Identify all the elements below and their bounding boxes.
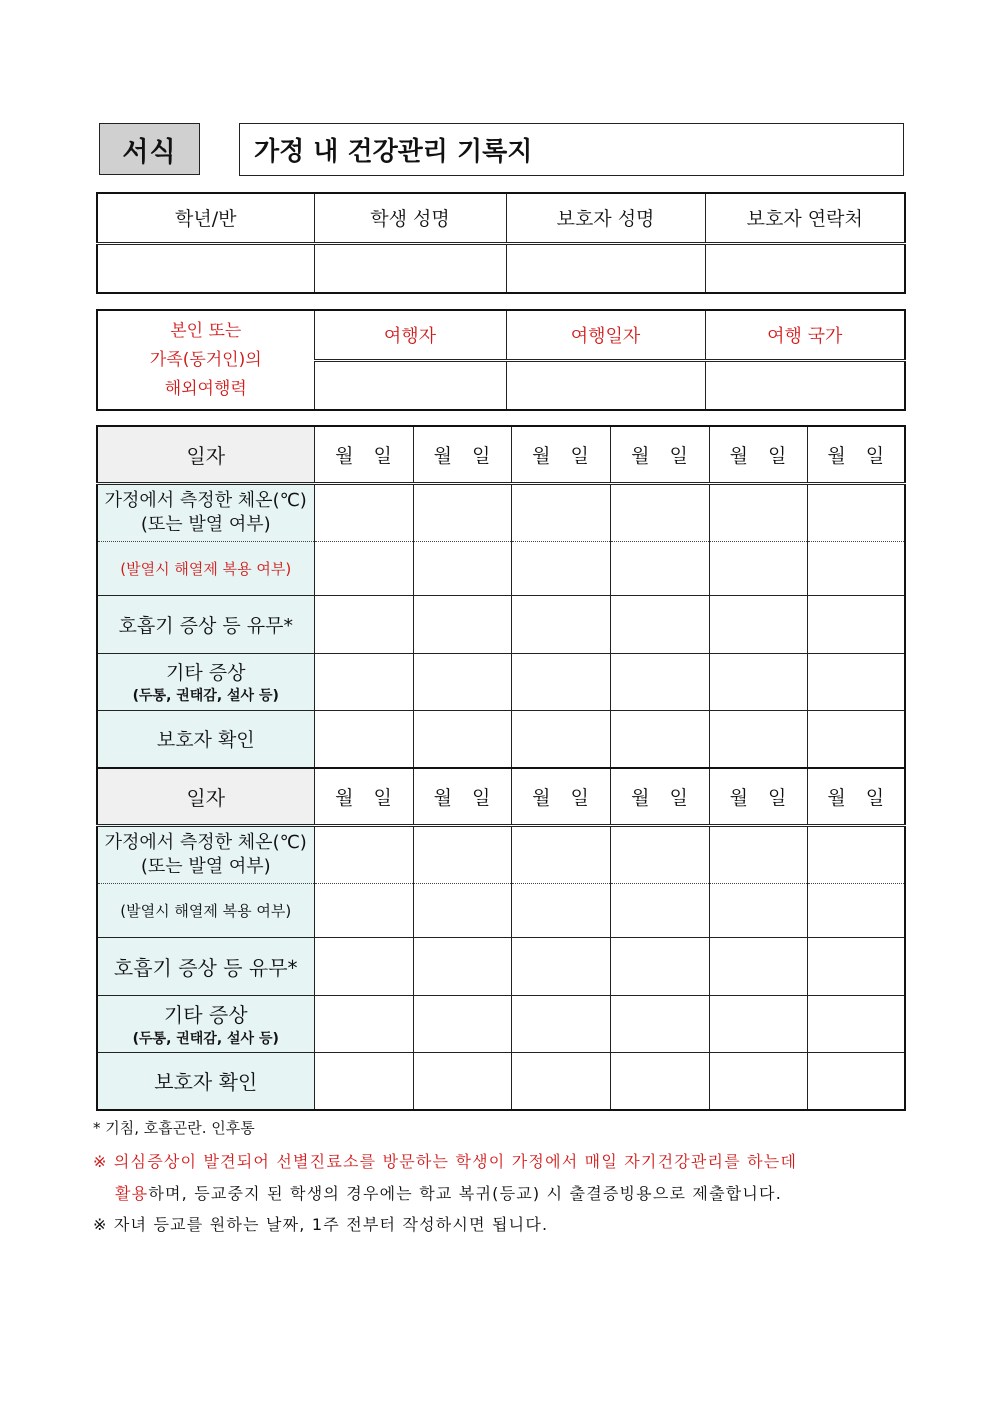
footnote-timing: ※ 자녀 등교를 원하는 날짜, 1주 전부터 작성하시면 됩니다. [93, 1215, 549, 1234]
temperature-label [97, 825, 314, 883]
other-symptoms-line: 기타 증상 [163, 1003, 248, 1027]
temperature-cell[interactable] [709, 825, 807, 883]
travel-history-table [96, 309, 906, 411]
other-symptoms-cell[interactable] [314, 995, 413, 1052]
temperature-cell[interactable] [807, 825, 905, 883]
other-symptoms-cell[interactable] [807, 653, 905, 710]
other-symptoms-sub: (두통, 권태감, 설사 등) [132, 688, 279, 704]
respiratory-cell[interactable] [511, 595, 610, 653]
respiratory-cell[interactable] [314, 937, 413, 995]
guardian-check-cell[interactable] [709, 1052, 807, 1110]
date-cell[interactable] [314, 426, 413, 483]
temperature-label-line: 가정에서 측정한 체온(℃) [104, 831, 307, 853]
guardian-check-cell[interactable] [511, 1052, 610, 1110]
header-grade-class: 학년/반 [97, 193, 314, 243]
other-symptoms-cell[interactable] [413, 653, 511, 710]
footnote-usage-cont [115, 1181, 782, 1204]
header-travel-date: 여행일자 [506, 310, 705, 360]
medication-cell[interactable] [610, 883, 709, 937]
medication-cell[interactable] [413, 883, 511, 937]
other-symptoms-cell[interactable] [511, 653, 610, 710]
medication-cell[interactable] [709, 883, 807, 937]
other-symptoms-cell[interactable] [807, 995, 905, 1052]
footnote-symptoms: * 기침, 호흡곤란. 인후통 [93, 1119, 255, 1137]
respiratory-cell[interactable] [511, 937, 610, 995]
footnote-usage-rest: 하며, 등교중지 된 학생의 경우에는 학교 복귀(등교) 시 출결증빙용으로 제출합니다. [148, 1184, 782, 1203]
date-cell[interactable] [610, 426, 709, 483]
temperature-cell[interactable] [413, 825, 511, 883]
day-label: 일 [472, 444, 491, 467]
other-symptoms-cell[interactable] [709, 995, 807, 1052]
temperature-label-line: (또는 발열 여부) [140, 855, 271, 877]
guardian-check-cell[interactable] [807, 1052, 905, 1110]
guardian-name-field[interactable] [506, 243, 705, 293]
student-name-field[interactable] [314, 243, 506, 293]
header-guardian-contact: 보호자 연락처 [705, 193, 905, 243]
guardian-contact-field[interactable] [705, 243, 905, 293]
medication-cell[interactable] [807, 541, 905, 595]
temperature-cell[interactable] [413, 483, 511, 541]
medication-cell[interactable] [807, 883, 905, 937]
guardian-check-cell[interactable] [413, 1052, 511, 1110]
date-cell[interactable] [709, 768, 807, 825]
page-title: 가정 내 건강관리 기록지 [239, 123, 904, 176]
travel-country-field[interactable] [705, 360, 905, 410]
month-label: 월 [729, 786, 748, 809]
other-symptoms-cell[interactable] [511, 995, 610, 1052]
header-guardian-name: 보호자 성명 [506, 193, 705, 243]
month-label: 월 [335, 444, 354, 467]
footnote-usage-highlight: 활용 [115, 1184, 149, 1203]
other-symptoms-label [97, 995, 314, 1052]
medication-cell[interactable] [511, 883, 610, 937]
date-cell[interactable] [807, 768, 905, 825]
guardian-check-cell[interactable] [511, 710, 610, 768]
medication-label: (발열시 해열제 복용 여부) [97, 883, 314, 937]
guardian-check-cell[interactable] [314, 710, 413, 768]
month-label: 월 [433, 444, 452, 467]
date-cell[interactable] [610, 768, 709, 825]
temperature-cell[interactable] [314, 483, 413, 541]
respiratory-cell[interactable] [610, 595, 709, 653]
day-label: 일 [570, 786, 589, 809]
medication-cell[interactable] [314, 883, 413, 937]
health-log-table [96, 425, 906, 1111]
temperature-label-line: 가정에서 측정한 체온(℃) [104, 489, 307, 511]
respiratory-cell[interactable] [709, 595, 807, 653]
day-label: 일 [570, 444, 589, 467]
medication-cell[interactable] [314, 541, 413, 595]
date-cell[interactable] [807, 426, 905, 483]
guardian-check-label: 보호자 확인 [97, 1052, 314, 1110]
other-symptoms-sub: (두통, 권태감, 설사 등) [132, 1031, 279, 1047]
respiratory-cell[interactable] [610, 937, 709, 995]
temperature-cell[interactable] [610, 483, 709, 541]
day-label: 일 [865, 444, 885, 467]
respiratory-cell[interactable] [413, 595, 511, 653]
day-label: 일 [373, 786, 392, 809]
temperature-cell[interactable] [709, 483, 807, 541]
travel-date-field[interactable] [506, 360, 705, 410]
other-symptoms-cell[interactable] [314, 653, 413, 710]
date-cell[interactable] [511, 768, 610, 825]
guardian-check-label: 보호자 확인 [97, 710, 314, 768]
temperature-label-line: (또는 발열 여부) [140, 513, 271, 535]
day-label: 일 [865, 786, 885, 809]
date-label: 일자 [97, 426, 314, 483]
temperature-cell[interactable] [807, 483, 905, 541]
footnote-usage: ※ 의심증상이 발견되어 선별진료소를 방문하는 학생이 가정에서 매일 자기건강관리를 하는데 [93, 1152, 798, 1171]
travel-label-line: 해외여행력 [164, 378, 247, 399]
other-symptoms-cell[interactable] [610, 653, 709, 710]
date-cell[interactable] [314, 768, 413, 825]
month-label: 월 [532, 444, 551, 467]
respiratory-cell[interactable] [807, 595, 905, 653]
grade-class-field[interactable] [97, 243, 314, 293]
student-info-table [96, 192, 906, 294]
guardian-check-cell[interactable] [807, 710, 905, 768]
guardian-check-cell[interactable] [314, 1052, 413, 1110]
travel-label-line: 본인 또는 [170, 320, 242, 341]
date-cell[interactable] [413, 768, 511, 825]
traveler-field[interactable] [314, 360, 506, 410]
date-label: 일자 [97, 768, 314, 825]
guardian-check-cell[interactable] [610, 710, 709, 768]
month-label: 월 [827, 786, 846, 809]
medication-cell[interactable] [709, 541, 807, 595]
medication-cell[interactable] [413, 541, 511, 595]
guardian-check-cell[interactable] [610, 1052, 709, 1110]
medication-label: (발열시 해열제 복용 여부) [97, 541, 314, 595]
temperature-cell[interactable] [511, 483, 610, 541]
day-label: 일 [669, 444, 688, 467]
medication-cell[interactable] [610, 541, 709, 595]
date-cell[interactable] [413, 426, 511, 483]
temperature-cell[interactable] [511, 825, 610, 883]
month-label: 월 [631, 786, 650, 809]
day-label: 일 [669, 786, 688, 809]
temperature-cell[interactable] [610, 825, 709, 883]
other-symptoms-cell[interactable] [709, 653, 807, 710]
month-label: 월 [631, 444, 650, 467]
day-label: 일 [472, 786, 491, 809]
day-label: 일 [768, 786, 787, 809]
respiratory-symptoms-label: 호흡기 증상 등 유무* [97, 595, 314, 653]
respiratory-cell[interactable] [413, 937, 511, 995]
header-travel-country: 여행 국가 [705, 310, 905, 360]
temperature-label [97, 483, 314, 541]
month-label: 월 [532, 786, 551, 809]
temperature-cell[interactable] [314, 825, 413, 883]
guardian-check-cell[interactable] [413, 710, 511, 768]
other-symptoms-label [97, 653, 314, 710]
travel-label-line: 가족(동거인)의 [149, 349, 262, 370]
month-label: 월 [433, 786, 452, 809]
date-cell[interactable] [709, 426, 807, 483]
month-label: 월 [827, 444, 846, 467]
other-symptoms-line: 기타 증상 [166, 662, 246, 684]
header-student-name: 학생 성명 [314, 193, 506, 243]
day-label: 일 [373, 444, 392, 467]
respiratory-symptoms-label: 호흡기 증상 등 유무* [97, 937, 314, 995]
month-label: 월 [335, 786, 354, 809]
guardian-check-cell[interactable] [709, 710, 807, 768]
other-symptoms-cell[interactable] [610, 995, 709, 1052]
month-label: 월 [729, 444, 748, 467]
form-badge: 서식 [99, 123, 200, 175]
respiratory-cell[interactable] [314, 595, 413, 653]
respiratory-cell[interactable] [807, 937, 905, 995]
header-traveler: 여행자 [314, 310, 506, 360]
other-symptoms-cell[interactable] [413, 995, 511, 1052]
travel-history-label [97, 310, 314, 410]
day-label: 일 [768, 444, 787, 467]
date-cell[interactable] [511, 426, 610, 483]
medication-cell[interactable] [511, 541, 610, 595]
respiratory-cell[interactable] [709, 937, 807, 995]
